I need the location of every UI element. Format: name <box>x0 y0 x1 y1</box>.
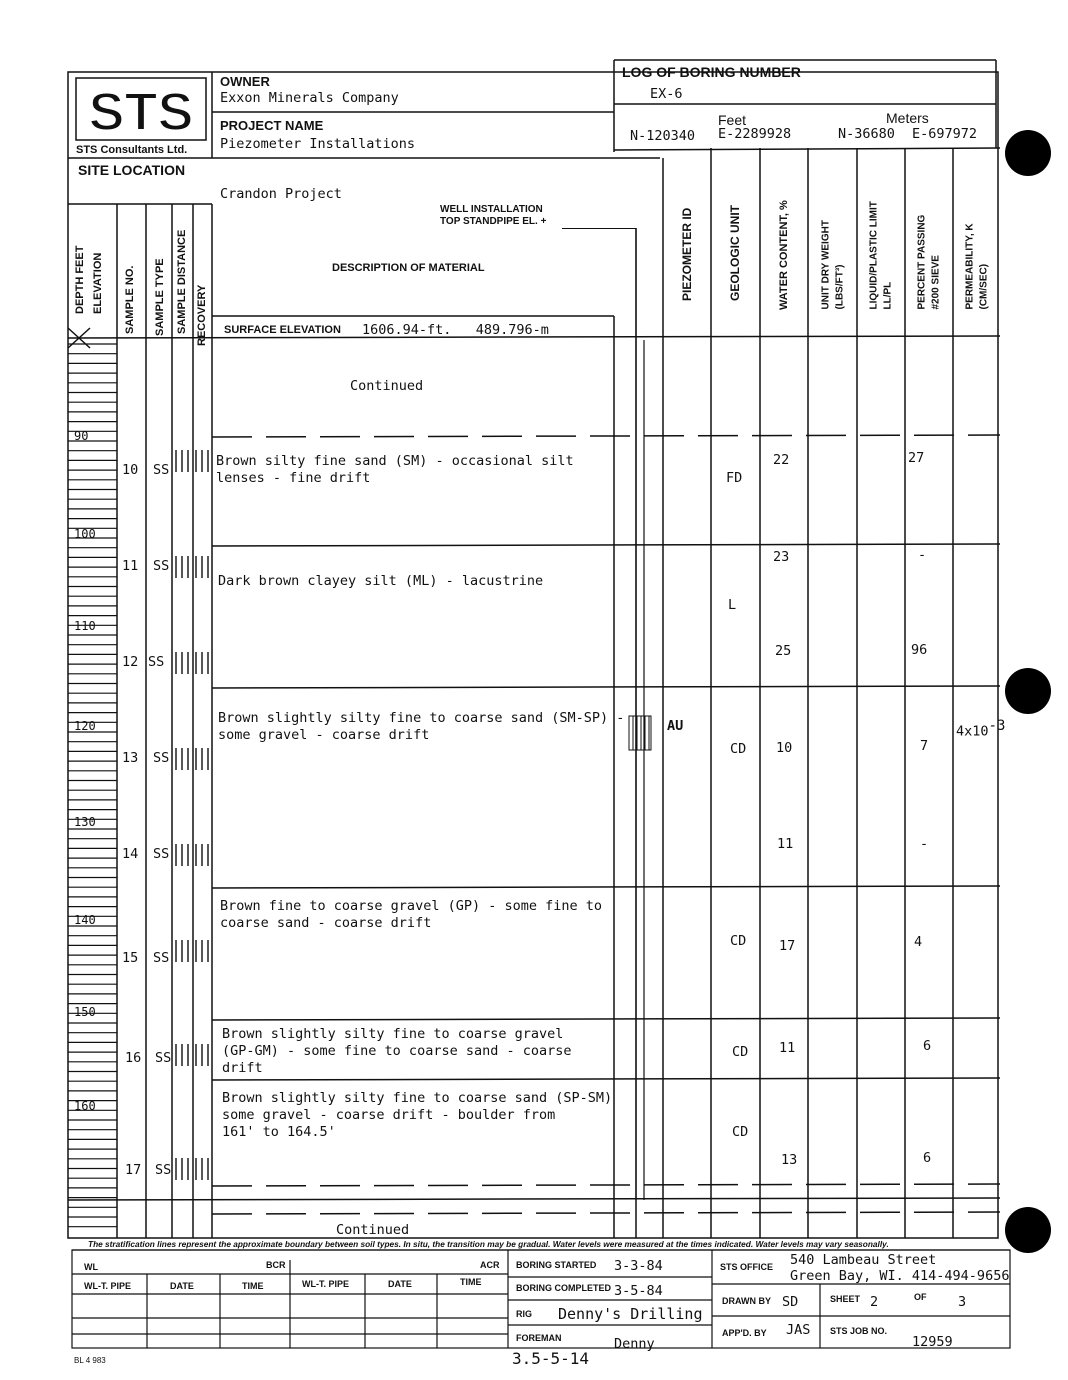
col-piezometer-id: PIEZOMETER ID <box>680 207 694 301</box>
col-permeability: PERMEABILITY, K <box>964 223 976 310</box>
sample-type: SS <box>153 558 170 574</box>
of-label: OF <box>914 1292 927 1302</box>
permeability-base: 4x10 <box>956 723 989 740</box>
sample-no: 17 <box>125 1162 142 1178</box>
layer-description: Brown silty fine sand (SM) - occasional silt lenses - fine drift <box>216 453 574 486</box>
wl-pipe-label-2: WL-T. PIPE <box>302 1279 349 1289</box>
wl-pipe-label: WL-T. PIPE <box>84 1281 131 1291</box>
foreman-value: Denny <box>614 1336 655 1352</box>
water-content: 13 <box>781 1152 798 1168</box>
geologic-unit: CD <box>732 1124 749 1140</box>
surface-elevation-value: 1606.94-ft. 489.796-m <box>362 322 549 338</box>
log-label: LOG OF BORING NUMBER <box>622 64 801 80</box>
stratification-note: The stratification lines represent the approximate boundary between soil types. In situ, the transition may be gradual. Water levels were measured at the times indicated. Water levels may vary seasonally. <box>88 1239 889 1249</box>
percent-passing: 4 <box>914 934 923 950</box>
layer-description: Dark brown clayey silt (ML) - lacustrine <box>218 573 544 589</box>
layer-description: Brown fine to coarse gravel (GP) - some fine to coarse sand - coarse drift <box>220 898 603 931</box>
water-content: 25 <box>775 643 792 659</box>
feet-label: Feet <box>718 112 747 128</box>
depth-110: 110 <box>74 619 96 633</box>
sample-type: SS <box>153 950 170 966</box>
layer-description: Brown slightly silty fine to coarse sand (SM-SP) - some gravel - coarse drift <box>218 710 625 743</box>
col-unit-dry-weight-unit: (LBS/FT³) <box>834 264 846 310</box>
northing-m: N-36680 <box>838 126 895 142</box>
sample-no: 11 <box>122 558 139 574</box>
job-no-value: 12959 <box>912 1334 953 1350</box>
col-elevation: ELEVATION <box>92 252 104 314</box>
continued-bottom: Continued <box>336 1222 410 1238</box>
col-liquid-plastic-sub: LL/PL <box>882 281 894 310</box>
bcr-label: BCR <box>266 1260 286 1270</box>
boring-completed-value: 3-5-84 <box>614 1283 663 1299</box>
water-content: 11 <box>779 1040 796 1056</box>
continued-top: Continued <box>350 378 424 394</box>
col-liquid-plastic: LIQUID/PLASTIC LIMIT <box>868 201 880 310</box>
meters-label: Meters <box>886 110 929 126</box>
logo-text: STS <box>88 82 194 142</box>
sheet-label: SHEET <box>830 1294 861 1304</box>
layer-description: Brown slightly silty fine to coarse gravel (GP-GM) - some fine to coarse sand - coarse drift <box>222 1026 572 1076</box>
depth-150: 150 <box>74 1005 96 1019</box>
boring-started-label: BORING STARTED <box>516 1260 597 1270</box>
owner-label: OWNER <box>220 74 270 89</box>
water-content: 10 <box>776 740 793 756</box>
foreman-label: FOREMAN <box>516 1333 562 1343</box>
geologic-unit: CD <box>732 1044 749 1060</box>
piezometer-id: AU <box>667 718 684 734</box>
percent-passing: - <box>918 547 927 563</box>
depth-140: 140 <box>74 913 96 927</box>
layer-description: Brown slightly silty fine to coarse sand (SP-SM) some gravel - coarse drift - boulder from 161' to 164.5' <box>222 1090 613 1140</box>
col-percent-passing: PERCENT PASSING <box>916 214 928 310</box>
owner-value: Exxon Minerals Company <box>220 90 399 106</box>
col-water-content: WATER CONTENT, % <box>778 200 790 310</box>
col-sample-distance: SAMPLE DISTANCE <box>176 229 188 334</box>
project-value: Piezometer Installations <box>220 136 416 152</box>
percent-passing: 7 <box>920 738 929 754</box>
drawn-by-value: SD <box>782 1294 799 1310</box>
col-sample-no: SAMPLE NO. <box>124 265 136 334</box>
easting-m: E-697972 <box>912 126 978 142</box>
boring-number: EX-6 <box>650 86 683 102</box>
site-label: SITE LOCATION <box>78 162 186 178</box>
percent-passing: 96 <box>911 642 928 658</box>
sample-type: SS <box>155 1050 172 1066</box>
sample-type: SS <box>153 750 170 766</box>
sts-office-line1: 540 Lambeau Street <box>790 1252 937 1268</box>
sample-type: SS <box>153 462 170 478</box>
top-standpipe-label: TOP STANDPIPE EL. + <box>440 216 547 227</box>
col-permeability-sub: (CM/SEC) <box>978 263 990 310</box>
col-unit-dry-weight: UNIT DRY WEIGHT <box>820 220 832 310</box>
sample-type: SS <box>148 654 165 670</box>
sheet-value: 2 <box>870 1294 879 1310</box>
of-value: 3 <box>958 1294 967 1310</box>
col-recovery: RECOVERY <box>196 284 208 346</box>
percent-passing: - <box>920 836 929 852</box>
geologic-unit: CD <box>730 741 747 757</box>
permeability-value <box>956 718 1005 741</box>
geologic-unit: CD <box>730 933 747 949</box>
northing-ft: N-120340 <box>630 128 696 144</box>
percent-passing: 6 <box>923 1038 932 1054</box>
well-install-label: WELL INSTALLATION <box>440 204 543 215</box>
appd-by-value: JAS <box>786 1322 811 1338</box>
sample-no: 10 <box>122 462 139 478</box>
col-depth: DEPTH FEET <box>74 245 86 314</box>
easting-ft: E-2289928 <box>718 126 792 142</box>
drawn-by-label: DRAWN BY <box>722 1296 771 1306</box>
col-sample-type: SAMPLE TYPE <box>154 258 166 336</box>
job-no-label: STS JOB NO. <box>830 1326 888 1336</box>
surface-elevation-label: SURFACE ELEVATION <box>224 324 341 336</box>
sts-office-line2: Green Bay, WI. 414-494-9656 <box>790 1268 1010 1284</box>
sample-type: SS <box>155 1162 172 1178</box>
percent-passing: 6 <box>923 1150 932 1166</box>
sample-type: SS <box>153 846 170 862</box>
depth-130: 130 <box>74 815 96 829</box>
sample-no: 16 <box>125 1050 142 1066</box>
company-name: STS Consultants Ltd. <box>76 144 188 156</box>
sample-no: 14 <box>122 846 139 862</box>
percent-passing: 27 <box>908 450 925 466</box>
col-geologic-unit: GEOLOGIC UNIT <box>728 205 742 301</box>
rig-value: Denny's Drilling <box>558 1305 703 1323</box>
water-content: 22 <box>773 452 790 468</box>
time-label: TIME <box>242 1281 264 1291</box>
time-label-2: TIME <box>460 1277 482 1287</box>
depth-90: 90 <box>74 429 89 443</box>
wl-label: WL <box>84 1262 98 1272</box>
water-content: 17 <box>779 938 796 954</box>
description-header: DESCRIPTION OF MATERIAL <box>332 262 485 274</box>
sample-no: 12 <box>122 654 139 670</box>
date-label-2: DATE <box>388 1279 412 1289</box>
boring-started-value: 3-3-84 <box>614 1258 663 1274</box>
geologic-unit: FD <box>726 470 743 486</box>
sample-no: 15 <box>122 950 139 966</box>
site-value: Crandon Project <box>220 186 342 202</box>
depth-160: 160 <box>74 1099 96 1113</box>
permeability-exponent: -3 <box>988 718 1006 734</box>
boring-completed-label: BORING COMPLETED <box>516 1283 612 1293</box>
rig-label: RIG <box>516 1309 533 1319</box>
page-code: 3.5-5-14 <box>512 1349 590 1368</box>
date-label: DATE <box>170 1281 194 1291</box>
appd-by-label: APP'D. BY <box>722 1328 767 1338</box>
col-percent-passing-sub: #200 SIEVE <box>930 255 942 310</box>
acr-label: ACR <box>480 1260 500 1270</box>
project-label: PROJECT NAME <box>220 118 324 133</box>
depth-120: 120 <box>74 719 96 733</box>
form-number: BL 4 983 <box>74 1356 106 1365</box>
water-content: 23 <box>773 549 790 565</box>
sample-no: 13 <box>122 750 139 766</box>
geologic-unit: L <box>728 597 737 613</box>
sts-office-label: STS OFFICE <box>720 1262 774 1272</box>
depth-100: 100 <box>74 527 96 541</box>
water-content: 11 <box>777 836 794 852</box>
